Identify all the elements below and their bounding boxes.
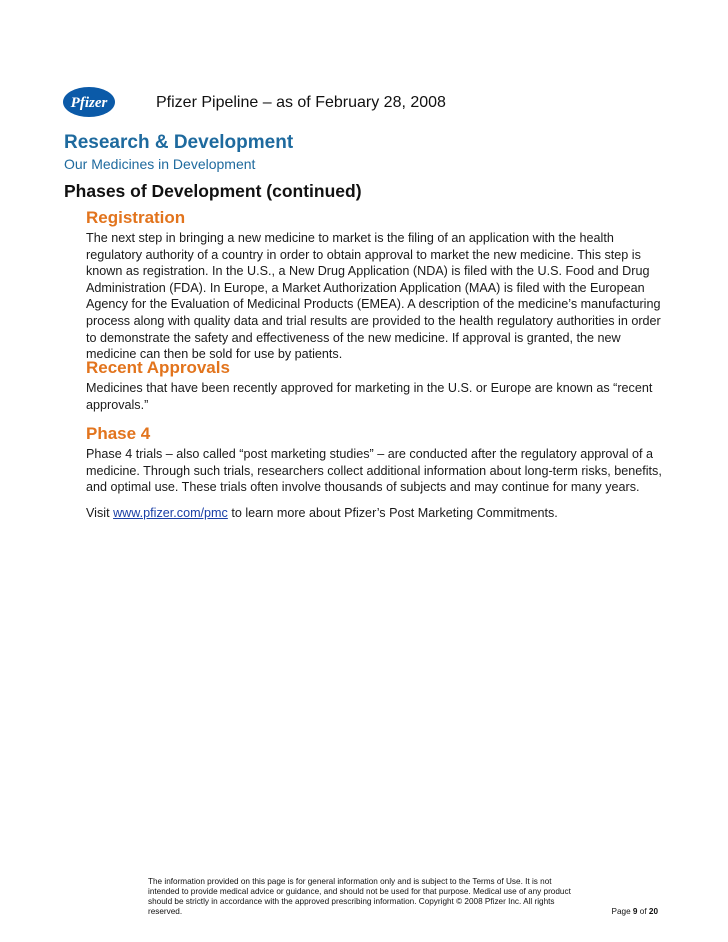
logo-text: Pfizer xyxy=(70,95,108,111)
phase4-heading: Phase 4 xyxy=(86,424,151,443)
header-title: Pfizer Pipeline – as of February 28, 2008 xyxy=(156,94,446,111)
registration-section xyxy=(86,208,666,363)
visit-suffix: to learn more about Pfizer’s Post Marketing Commitments. xyxy=(227,505,558,520)
recent-approvals-section xyxy=(86,358,666,413)
registration-body: The next step in bringing a new medicine to market is the filing of an application with the health regulatory authority of a country in order to obtain approval to market the new medicine. This step is known as registration. In the U.S., a New Drug Application (NDA) is filed with the U.S. Food and Drug Administration (FDA). In Europe, a Market Authorization Application (MAA) is filed with the European Agency for the Evaluation of Medicinal Products (EMEA). A description of the medicine’s manufacturing process along with quality data and trial results are provided to the health regulatory authorities in order to demonstrate the safety and effectiveness of the new medicine. If approval is granted, the new medicine can then be sold for use by patients. xyxy=(86,231,661,362)
page-current: 9 xyxy=(632,907,638,916)
recent-approvals-heading: Recent Approvals xyxy=(86,358,230,377)
phase4-body: Phase 4 trials – also called “post marketing studies” – are conducted after the regulatory approval of a medicine. Through such trials, researchers collect additional information about long-term risks, benefits, and optimal use. These trials often involve thousands of subjects and may continue for many years. xyxy=(86,447,662,495)
recent-approvals-body: Medicines that have been recently approved for marketing in the U.S. or Europe are known as “recent approvals.” xyxy=(86,381,653,412)
phase4-section xyxy=(86,424,666,521)
page-number xyxy=(612,907,658,916)
footer-disclaimer: The information provided on this page is for general information only and is subject to the Terms of Use. It is not intended to provide medical advice or guidance, and should not be used for that purpose. Medical use of any product should be strictly in accordance with the approved prescribing information. Copyright © 2008 Pfizer Inc. All rights reserved. xyxy=(148,877,571,916)
page-header xyxy=(62,84,682,120)
phases-heading: Phases of Development (continued) xyxy=(64,181,362,201)
section-subtitle: Our Medicines in Development xyxy=(64,156,256,172)
page-total: 20 xyxy=(648,907,658,916)
visit-prefix: Visit xyxy=(86,505,114,520)
page-label: Page xyxy=(611,907,631,916)
registration-heading: Registration xyxy=(86,208,186,227)
visit-line xyxy=(86,505,666,522)
pfizer-logo xyxy=(62,86,116,118)
page-of: of xyxy=(639,907,647,916)
section-title: Research & Development xyxy=(64,132,294,153)
pmc-link[interactable]: www.pfizer.com/pmc xyxy=(113,505,228,520)
